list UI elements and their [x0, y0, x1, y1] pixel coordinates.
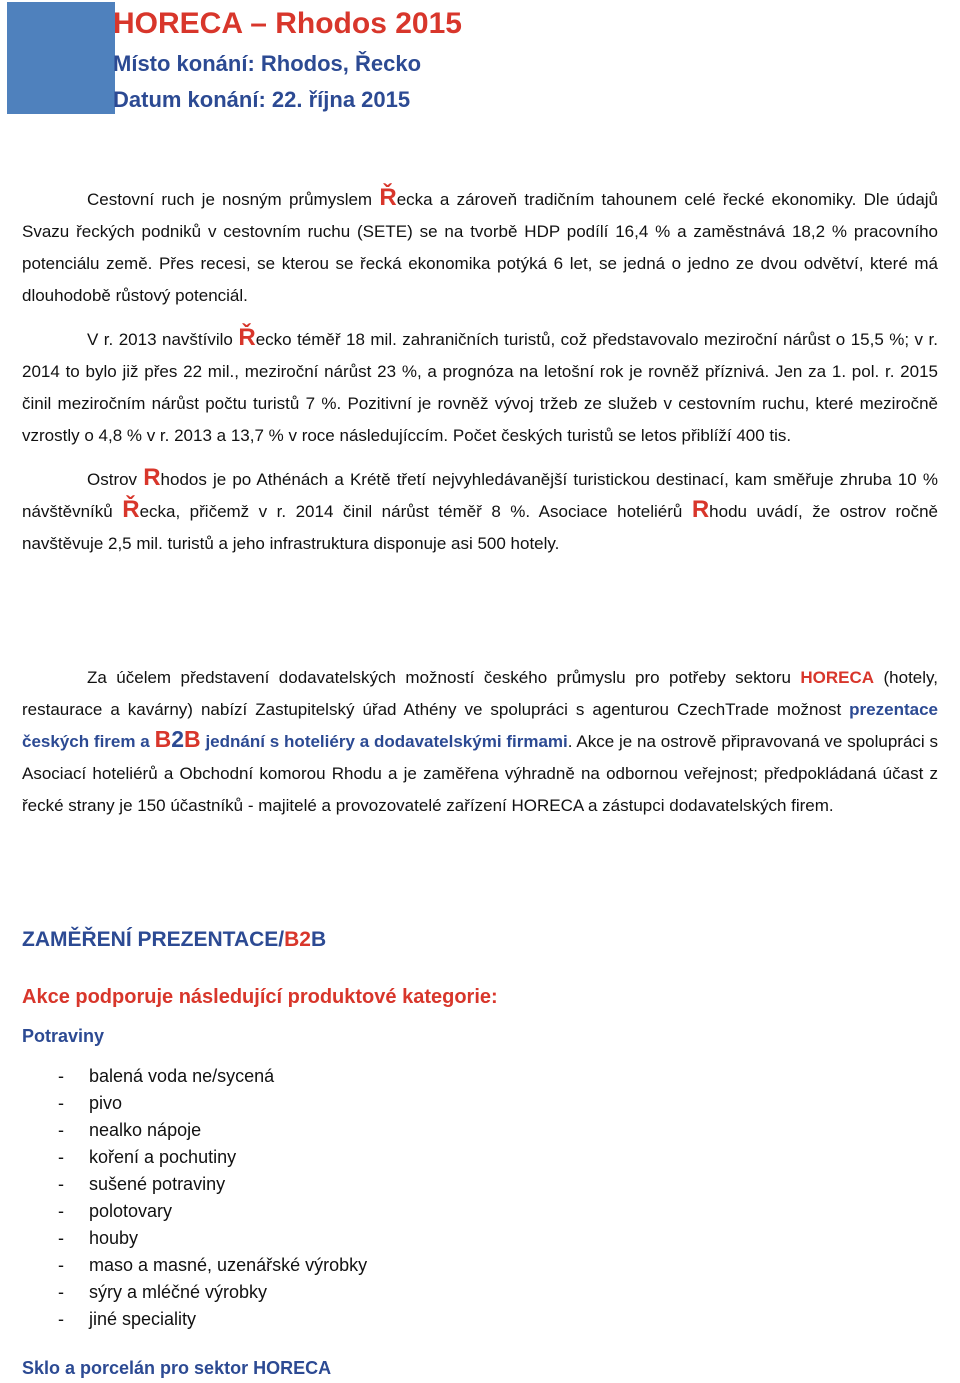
list-item: - balená voda ne/sycená — [58, 1066, 275, 1086]
intro-section — [22, 184, 938, 560]
list-item: - nealko nápoje — [58, 1120, 202, 1140]
list-item: - jiné speciality — [58, 1309, 197, 1329]
list-item: - sušené potraviny — [58, 1174, 226, 1194]
list-item: - pivo — [58, 1093, 123, 1113]
food-heading: Potraviny — [22, 1026, 105, 1046]
list-item: - maso a masné, uzenářské výrobky — [58, 1255, 368, 1275]
glass-porcelain-heading: Sklo a porcelán pro sektor HORECA — [22, 1358, 332, 1378]
food-list — [58, 1063, 367, 1333]
categories-heading: Akce podporuje následující produktové kategorie: — [22, 986, 498, 1008]
page-title: HORECA – Rhodos 2015 — [113, 7, 462, 40]
list-item: - polotovary — [58, 1201, 173, 1221]
list-item: - koření a pochutiny — [58, 1147, 237, 1167]
date-line: Datum konání: 22. října 2015 — [113, 87, 411, 112]
focus-heading: ZAMĚŘENÍ PREZENTACE/B2B — [22, 928, 327, 951]
purpose-section — [22, 662, 938, 822]
intro-paragraph-3: Ostrov Rhodos je po Athénách a Krétě třetí nejvyhledávanější turistickou destinací, kam směřuje zhruba 10 % návštěvníků Řecka, přičemž v r. 2014 činil nárůst téměř 8 %. Asociace hoteliérů Rhodu uvádí, že ostrov ročně navštěvuje 2,5 mil. turistů a jeho infrastruktura disponuje asi 500 hotely. — [22, 464, 938, 553]
list-item: - sýry a mléčné výrobky — [58, 1282, 268, 1302]
purpose-paragraph: Za účelem představení dodavatelských možností českého průmyslu pro potřeby sektoru HORECA (hotely, restaurace a kavárny) nabízí Zastupitelský úřad Athény ve spolupráci s agenturou CzechTrade možnost prezentace českých firem a B2B jednání s hoteliéry a dodavatelskými firmami. Akce je na ostrově připravovaná ve spolupráci s Asociací hoteliérů a Obchodní komorou Rhodu a je zaměřena výhradně na odbornou veřejnost; předpokládaná účast z řecké strany je 150 účastníků - majitelé a provozovatelé zařízení HORECA a zástupci dodavatelských firem. — [22, 668, 938, 815]
header-accent-bar — [7, 2, 115, 114]
list-item: - houby — [58, 1228, 139, 1248]
intro-paragraph-2: V r. 2013 navštívilo Řecko téměř 18 mil. zahraničních turistů, což představovalo meziroční nárůst o 15,5 %; v r. 2014 to bylo již přes 22 mil., meziroční nárůst 23 %, a prognóza na letošní rok je rovněž příznivá. Jen za 1. pol. r. 2015 činil meziročním nárůst počtu turistů 7 %. Pozitivní je rovněž vývoj tržeb ze služeb v cestovním ruchu, které meziročně vzrostly o 4,8 % v r. 2013 a 13,7 % v roce následujíccím. Počet českých turistů se letos přiblíží 400 tis. — [22, 324, 938, 445]
intro-paragraph-1: Cestovní ruch je nosným průmyslem Řecka a zároveň tradičním tahounem celé řecké ekonomiky. Dle údajů Svazu řeckých podniků v cestovním ruchu (SETE) se na tvorbě HDP podílí 16,4 % a zaměstnává 18,2 % pracovního potenciálu země. Přes recesi, se kterou se řecká ekonomika potýká 6 let, se jedná o jedno ze dvou odvětví, které má dlouhodobě růstový potenciál. — [22, 184, 939, 305]
venue-line: Místo konání: Rhodos, Řecko — [113, 51, 422, 76]
